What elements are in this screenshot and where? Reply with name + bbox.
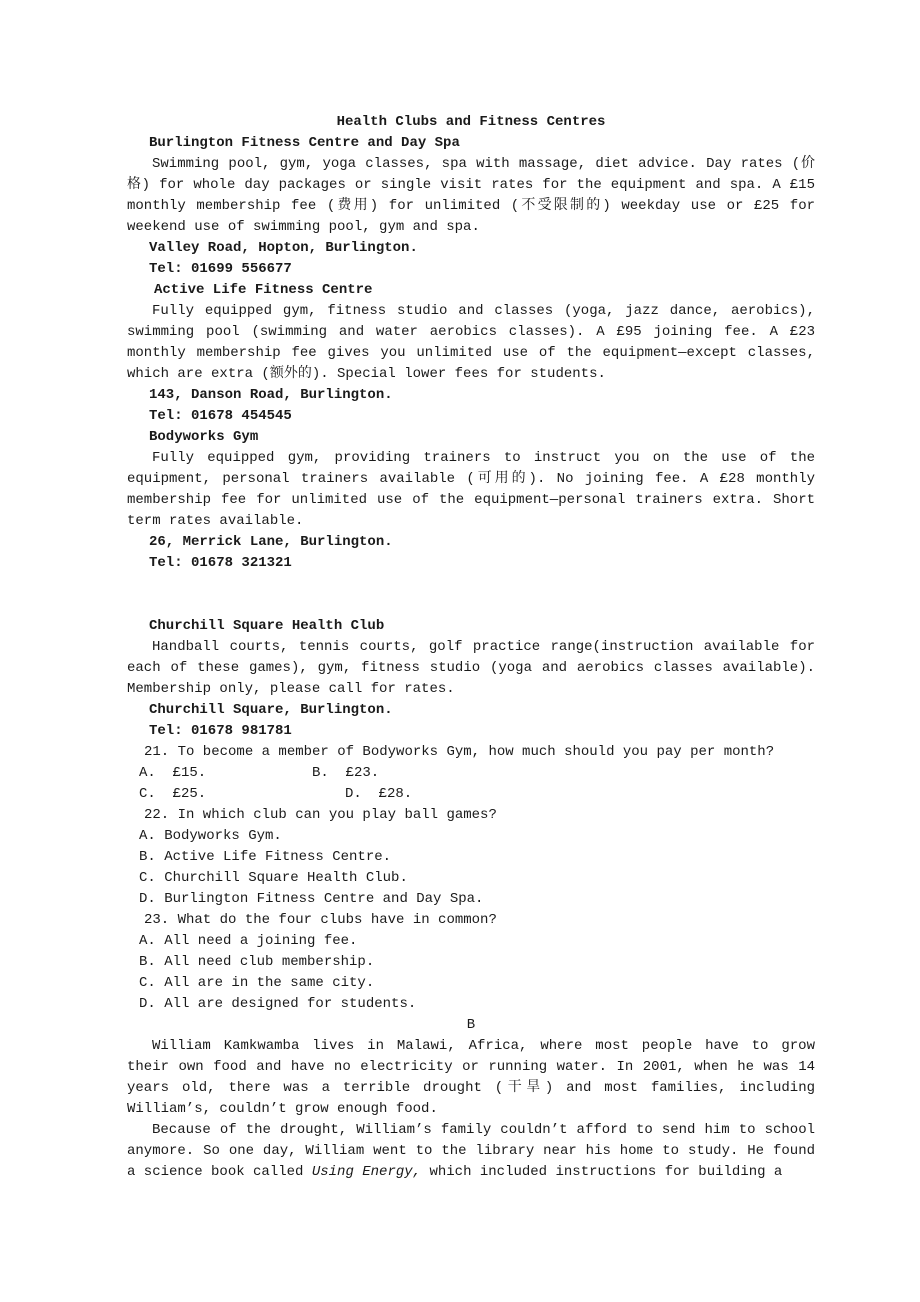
club-tel: Tel: 01678 981781 xyxy=(149,723,292,739)
club-name: Burlington Fitness Centre and Day Spa xyxy=(149,135,460,151)
option-d: D. All are designed for students. xyxy=(139,996,417,1012)
paragraph-2-text-after: which included instructions for building a xyxy=(421,1164,783,1180)
option-a: A. Bodyworks Gym. xyxy=(139,828,282,844)
club-name: Bodyworks Gym xyxy=(149,429,259,445)
document-content xyxy=(127,112,815,1183)
option-b: B. £23. xyxy=(312,765,380,781)
option-a: A. £15. xyxy=(139,765,207,781)
club-tel: Tel: 01699 556677 xyxy=(149,261,292,277)
club-section-bodyworks xyxy=(127,427,815,574)
club-address: Churchill Square, Burlington. xyxy=(149,702,393,718)
option-d: D. Burlington Fitness Centre and Day Spa. xyxy=(139,891,484,907)
question-21 xyxy=(127,742,815,805)
passage-b xyxy=(127,1015,815,1183)
question-text: 23. What do the four clubs have in common? xyxy=(144,912,497,928)
club-section-active-life xyxy=(127,280,815,427)
club-description: Fully equipped gym, fitness studio and classes (yoga, jazz dance, aerobics), swimming pool (swimming and water aerobics classes). A £95 joining fee. A £23 monthly membership fee gives you unlimited use of the equipment—except classes, which are extra (额外的). Special lower fees for students. xyxy=(127,303,815,382)
option-c: C. All are in the same city. xyxy=(139,975,375,991)
question-text: 21. To become a member of Bodyworks Gym, how much should you pay per month? xyxy=(144,744,775,760)
club-section-churchill xyxy=(127,616,815,742)
doc-title: Health Clubs and Fitness Centres xyxy=(336,114,606,130)
club-name: Active Life Fitness Centre xyxy=(154,282,373,298)
option-row xyxy=(127,763,815,784)
passage-paragraph-2 xyxy=(127,1120,815,1183)
option-b: B. All need club membership. xyxy=(139,954,375,970)
passage-paragraph-1: William Kamkwamba lives in Malawi, Africa, where most people have to grow their own food and have no electricity or running water. In 2001, when he was 14 years old, there was a terrible drought (干旱) and most families, including William’s, couldn’t grow enough food. xyxy=(127,1038,815,1117)
option-b: B. Active Life Fitness Centre. xyxy=(139,849,392,865)
club-name: Churchill Square Health Club xyxy=(149,618,385,634)
option-c: C. Churchill Square Health Club. xyxy=(139,870,408,886)
option-row xyxy=(127,784,815,805)
book-title-italic: Using Energy, xyxy=(311,1164,422,1180)
section-b-label: B xyxy=(466,1017,476,1033)
club-description: Handball courts, tennis courts, golf practice range(instruction available for each of these games), gym, fitness studio (yoga and aerobics classes available). Membership only, please call for rates. xyxy=(127,639,815,697)
club-description: Fully equipped gym, providing trainers to instruct you on the use of the equipment, personal trainers available (可用的). No joining fee. A £28 monthly membership fee for unlimited use of the equipment—personal trainers extra. Short term rates available. xyxy=(127,450,815,529)
club-tel: Tel: 01678 321321 xyxy=(149,555,292,571)
club-description: Swimming pool, gym, yoga classes, spa with massage, diet advice. Day rates (价格) for whole day packages or single visit rates for the equipment and spa. A £15 monthly membership fee (费用) for unlimited (不受限制的) weekday use or £25 for weekend use of swimming pool, gym and spa. xyxy=(127,156,815,235)
option-d: D. £28. xyxy=(345,786,413,802)
club-address: 26, Merrick Lane, Burlington. xyxy=(149,534,393,550)
club-tel: Tel: 01678 454545 xyxy=(149,408,292,424)
club-address: 143, Danson Road, Burlington. xyxy=(149,387,393,403)
question-22 xyxy=(127,805,815,910)
paragraph-2-text: Because of the drought, William’s family couldn’t afford to send him to school anymore. So one day, William went to the library near his home to study. He found a science book called xyxy=(127,1122,815,1180)
question-text: 22. In which club can you play ball games? xyxy=(144,807,497,823)
club-address: Valley Road, Hopton, Burlington. xyxy=(149,240,418,256)
option-a: A. All need a joining fee. xyxy=(139,933,358,949)
option-c: C. £25. xyxy=(139,786,207,802)
question-23 xyxy=(127,910,815,1015)
club-section-burlington xyxy=(127,133,815,280)
